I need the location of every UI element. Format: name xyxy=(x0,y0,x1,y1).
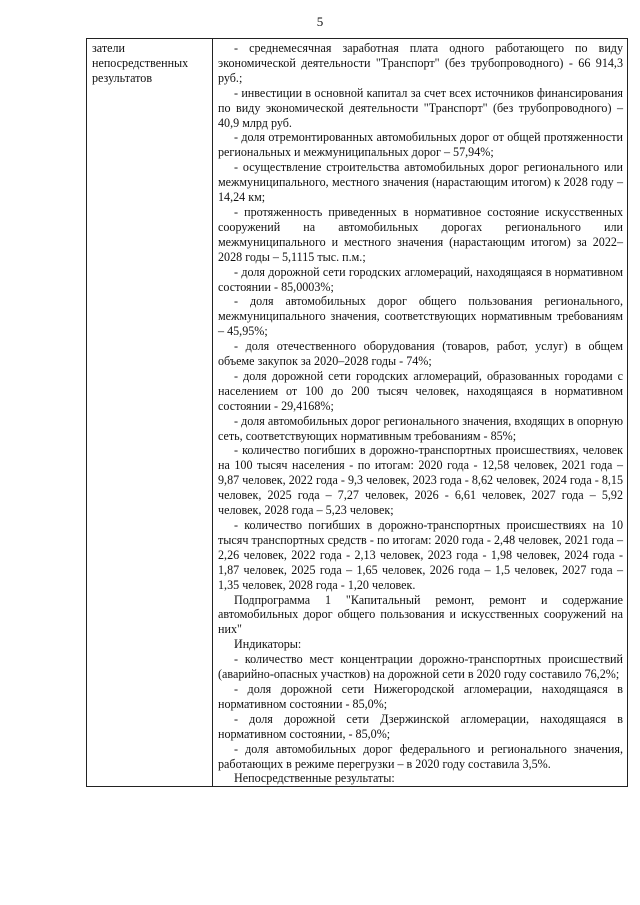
paragraph: - доля дорожной сети Нижегородской агломерации, находящаяся в нормативном состоянии - 85,0%; xyxy=(218,681,623,711)
paragraph: - доля отечественного оборудования (товаров, работ, услуг) в общем объеме закупок за 2020–2028 годы - 74%; xyxy=(218,339,623,369)
paragraph: - количество погибших в дорожно-транспортных происшествиях, человек на 100 тысяч населения - по итогам: 2020 года - 12,58 человек, 2021 года – 9,87 человек, 2022 года - 9,3 человек, 2023 года - 8,62 человек, 2024 года - 8,15 человек, 2025 года – 7,27 человек, 2026 - 6,61 человек, 2027 года – 5,92 человек, 2028 года – 5,23 человек; xyxy=(218,443,623,518)
subprogram-heading: Подпрограмма 1 "Капитальный ремонт, ремонт и содержание автомобильных дорог общего пользования и искусственных сооружений на них" xyxy=(218,592,623,637)
paragraph: - доля дорожной сети городских агломераций, образованных городами с населением от 100 до 200 тысяч человек, находящаяся в нормативном состоянии - 29,4168%; xyxy=(218,368,623,413)
indicators-table xyxy=(86,38,628,787)
paragraph: - инвестиции в основной капитал за счет всех источников финансирования по виду экономической деятельности "Транспорт" (без трубопроводного) – 40,9 млрд руб. xyxy=(218,85,623,130)
paragraph: - доля автомобильных дорог общего пользования регионального, межмуниципального значения, соответствующих нормативным требованиям – 45,95%; xyxy=(218,294,623,339)
section-label: Индикаторы: xyxy=(234,637,302,652)
paragraph: - количество погибших в дорожно-транспортных происшествиях на 10 тысяч транспортных средств - по итогам: 2020 года - 2,48 человек, 2021 года – 2,26 человек, 2022 года - 2,13 человек, 2023 года - 1,98 человек, 2024 года - 1,87 человек, 2025 года – 1,65 человек, 2026 года – 1,5 человек, 2027 года – 1,35 человек, 2028 года - 1,20 человек. xyxy=(218,518,623,592)
left-cell-text: затели непосредственных результатов xyxy=(92,41,189,85)
page-number: 5 xyxy=(316,14,324,29)
paragraph: - доля дорожной сети городских агломераций, находящаяся в нормативном состоянии - 85,0003%; xyxy=(218,264,623,294)
paragraph: - доля дорожной сети Дзержинской агломерации, находящаяся в нормативном состоянии, - 85,0%; xyxy=(218,711,623,741)
paragraph: - доля отремонтированных автомобильных дорог от общей протяженности региональных и межмуниципальных дорог – 57,94%; xyxy=(218,130,623,160)
paragraph: - среднемесячная заработная плата одного работающего по виду экономической деятельности "Транспорт" (без трубопроводного) - 66 914,3 руб.; xyxy=(218,41,623,85)
paragraph: - протяженность приведенных в нормативное состояние искусственных сооружений на автомобильных дорогах регионального или межмуниципального и местного значения (нарастающим итогом) за 2022–2028 годы – 5,1115 тыс. п.м.; xyxy=(218,204,623,264)
paragraph: - количество мест концентрации дорожно-транспортных происшествий (аварийно-опасных участков) на дорожной сети в 2020 году составило 76,2%; xyxy=(218,652,623,682)
paragraph: - доля автомобильных дорог федерального и регионального значения, работающих в режиме перегрузки – в 2020 году составила 3,5%. xyxy=(218,741,623,771)
table-row xyxy=(87,39,628,787)
left-cell xyxy=(87,39,213,787)
paragraph: - доля автомобильных дорог регионального значения, входящих в опорную сеть, соответствующих нормативным требованиям - 85%; xyxy=(218,413,623,443)
right-cell xyxy=(213,39,628,787)
paragraph: - осуществление строительства автомобильных дорог регионального или межмуниципального, местного значения (нарастающим итогом) к 2028 году – 14,24 км; xyxy=(218,160,623,205)
section-label: Непосредственные результаты: xyxy=(234,771,395,786)
